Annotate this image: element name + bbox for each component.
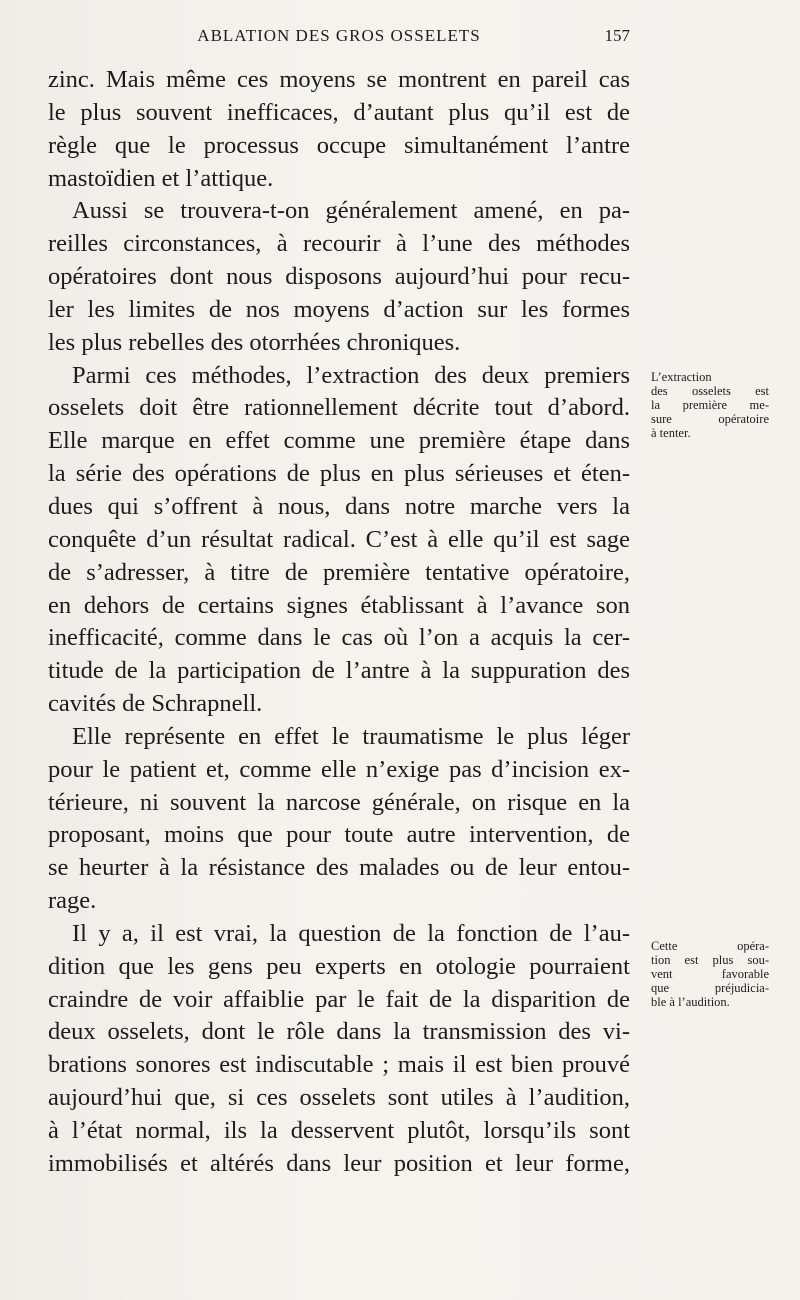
text-line: deux osselets, dont le rôle dans la transmission des vi-	[48, 1018, 630, 1046]
text-line: conquête d’un résultat radical. C’est à elle qu’il est sage	[48, 525, 630, 553]
text-line: le plus souvent inefficaces, d’autant plus qu’il est de	[48, 98, 630, 126]
text-line: rage.	[48, 887, 97, 915]
text-line: inefficacité, comme dans le cas où l’on a acquis la cer-	[48, 624, 630, 652]
text-line: ler les limites de nos moyens d’action sur les formes	[48, 295, 630, 323]
text-line: brations sonores est indiscutable ; mais il est bien prouvé	[48, 1051, 630, 1079]
text-line: règle que le processus occupe simultanément l’antre	[48, 131, 630, 159]
text-line: la série des opérations de plus en plus sérieuses et éten-	[48, 460, 630, 488]
text-line: aujourd’hui que, si ces osselets sont utiles à l’audition,	[48, 1084, 630, 1112]
text-line: à l’état normal, ils la desservent plutôt, lorsqu’ils sont	[48, 1117, 630, 1144]
page-number: 157	[604, 26, 630, 45]
margin-note-line: des osselets est	[651, 384, 769, 398]
text-line: pour le patient et, comme elle n’exige pas d’incision ex-	[48, 755, 630, 783]
text-line: Elle marque en effet comme une première étape dans	[48, 427, 630, 455]
margin-note-line: sure opératoire	[651, 412, 769, 426]
text-line: cavités de Schrapnell.	[48, 690, 263, 718]
text-line: craindre de voir affaiblie par le fait de la disparition de	[48, 985, 630, 1013]
text-line: dition que les gens peu experts en otologie pourraient	[48, 952, 630, 980]
text-line: en dehors de certains signes établissant à l’avance son	[48, 591, 630, 619]
margin-note-line: que préjudicia-	[651, 981, 769, 995]
text-line: se heurter à la résistance des malades ou de leur entou-	[48, 854, 630, 882]
margin-note-line: tion est plus sou-	[651, 953, 769, 967]
text-line: térieure, ni souvent la narcose générale, on risque en la	[48, 788, 630, 816]
text-line: immobilisés et altérés dans leur position et leur forme,	[48, 1149, 630, 1177]
margin-note-line: à tenter.	[651, 426, 691, 440]
text-line: reilles circonstances, à recourir à l’une des méthodes	[48, 230, 630, 258]
text-line: dues qui s’offrent à nous, dans notre marche vers la	[48, 492, 630, 520]
text-line: mastoïdien et l’attique.	[48, 164, 274, 192]
margin-note-line: vent favorable	[651, 967, 769, 981]
body-text	[48, 64, 630, 1181]
margin-note-extraction	[651, 370, 769, 440]
text-line: Aussi se trouvera-t-on généralement amené, en pa-	[72, 197, 630, 225]
margin-note-line: ble à l’audition.	[651, 995, 730, 1009]
margin-note-line: Cette opéra-	[651, 939, 769, 953]
margin-note-audition	[651, 939, 769, 1009]
text-line: de s’adresser, à titre de première tentative opératoire,	[48, 558, 630, 586]
margin-note-line: la première me-	[651, 398, 769, 412]
text-line: proposant, moins que pour toute autre intervention, de	[48, 821, 630, 849]
running-head	[48, 26, 630, 56]
text-line: Parmi ces méthodes, l’extraction des deux premiers	[72, 361, 630, 389]
running-title: ABLATION DES GROS OSSELETS	[197, 26, 481, 45]
margin-note-line: L’extraction	[651, 370, 712, 384]
text-line: Elle représente en effet le traumatisme le plus léger	[72, 722, 630, 750]
text-line: les plus rebelles des otorrhées chroniques.	[48, 328, 461, 356]
text-line: osselets doit être rationnellement décrite tout d’abord.	[48, 394, 630, 422]
text-line: Il y a, il est vrai, la question de la fonction de l’au-	[72, 919, 630, 947]
text-line: zinc. Mais même ces moyens se montrent en pareil cas	[48, 66, 630, 93]
text-line: titude de la participation de l’antre à la suppuration des	[48, 657, 630, 685]
text-line: opératoires dont nous disposons aujourd’hui pour recu-	[48, 263, 630, 291]
